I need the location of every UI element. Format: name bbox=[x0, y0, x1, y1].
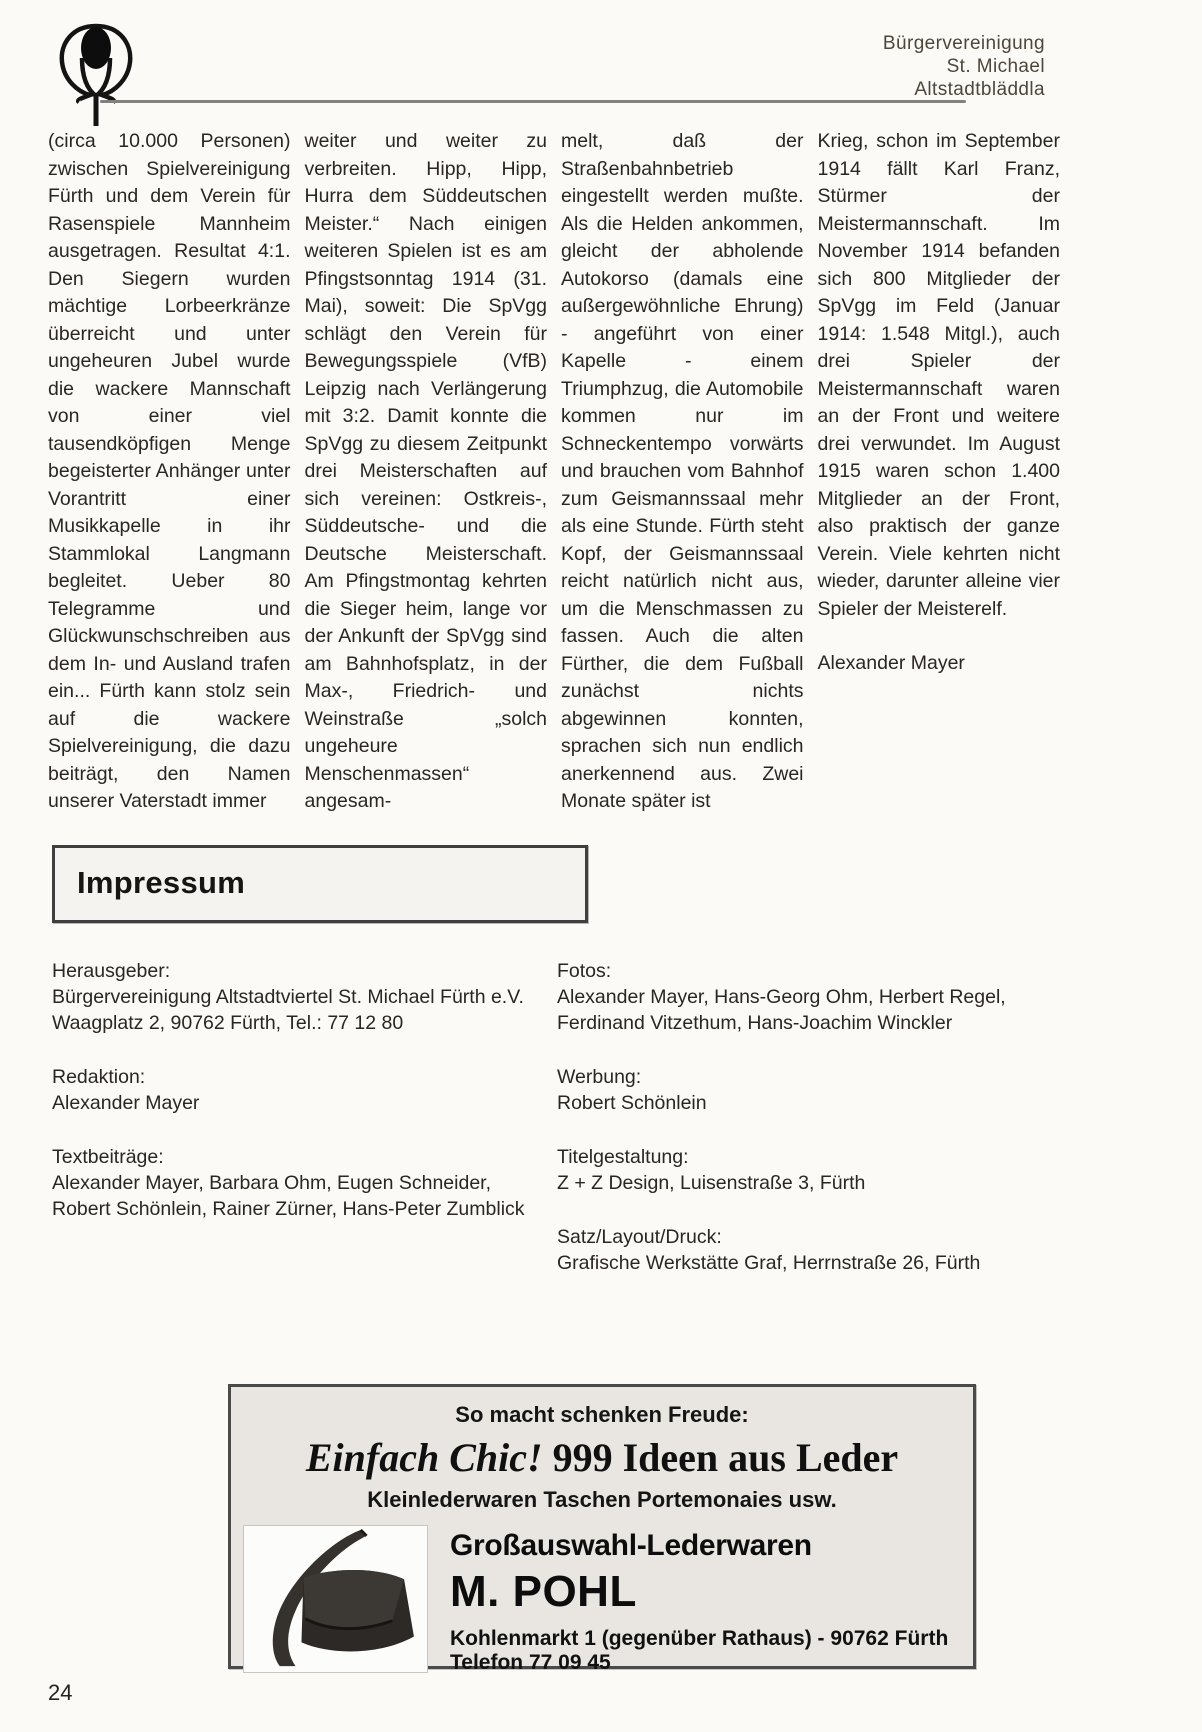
impressum-label: Redaktion: bbox=[52, 1066, 146, 1088]
impressum-entry-herausgeber bbox=[52, 958, 557, 1036]
impressum-value: Robert Schönlein bbox=[557, 1092, 707, 1114]
ad-headline-rest: 999 Ideen aus Leder bbox=[542, 1435, 899, 1480]
impressum-label: Textbeiträge: bbox=[52, 1146, 164, 1168]
impressum-label: Satz/Layout/Druck: bbox=[557, 1226, 722, 1248]
header-rule bbox=[100, 100, 966, 103]
masthead-org-name: Bürgervereinigung bbox=[882, 33, 1045, 54]
impressum-value: Alexander Mayer, Hans-Georg Ohm, Herbert Regel, bbox=[557, 986, 1006, 1008]
impressum-value: Alexander Mayer, Barbara Ohm, Eugen Schneider, bbox=[52, 1172, 491, 1194]
impressum-label: Titelgestaltung: bbox=[557, 1146, 689, 1168]
impressum-entry-redaktion bbox=[52, 1064, 557, 1116]
impressum-label: Werbung: bbox=[557, 1066, 642, 1088]
impressum-entry-werbung bbox=[557, 1064, 1060, 1116]
impressum-value: Alexander Mayer bbox=[52, 1092, 200, 1114]
leather-bag-photo bbox=[243, 1525, 428, 1673]
ad-shop-name: M. POHL bbox=[450, 1567, 637, 1616]
impressum-left-column bbox=[52, 958, 557, 1304]
masthead-parish: St. Michael bbox=[946, 56, 1045, 77]
ad-shop-category: Großauswahl-Lederwaren bbox=[450, 1529, 812, 1562]
ad-bottom-row bbox=[243, 1525, 961, 1675]
ad-headline-italic: Einfach Chic! bbox=[305, 1435, 543, 1480]
impressum-value: Ferdinand Vitzethum, Hans-Joachim Winckler bbox=[557, 1012, 953, 1034]
article-byline: Alexander Mayer bbox=[817, 652, 965, 674]
ad-shop-phone: Telefon 77 09 45 bbox=[450, 1651, 611, 1674]
impressum-label: Fotos: bbox=[557, 960, 612, 982]
buergervereinigung-emblem-icon bbox=[52, 20, 140, 128]
ad-shop-address: Kohlenmarkt 1 (gegenüber Rathaus) - 90762 Fürth bbox=[450, 1627, 949, 1650]
article-column-4-text: Krieg, schon im September 1914 fällt Karl Franz, Stürmer der Meistermannschaft. Im November 1914 befanden sich 800 Mitglieder der SpVgg im Feld (Januar 1914: 1.548 Mitgl.), auch drei Spieler der Meistermannschaft waren an der Front und weitere drei verwundet. Im August 1915 waren schon 1.400 Mitglieder an der Front, also praktisch der ganze Verein. Viele kehrten nicht wieder, darunter alleine vier Spieler der Meisterelf. bbox=[817, 130, 1060, 620]
impressum-value: Robert Schönlein, Rainer Zürner, Hans-Peter Zumblick bbox=[52, 1198, 525, 1220]
masthead-publication-title: Altstadtbläddla bbox=[914, 79, 1045, 100]
impressum-heading-box bbox=[52, 845, 588, 923]
article-column-4 bbox=[818, 128, 1061, 816]
impressum-details bbox=[52, 958, 1060, 1304]
impressum-value: Bürgervereinigung Altstadtviertel St. Michael Fürth e.V. bbox=[52, 986, 524, 1008]
impressum-title: Impressum bbox=[77, 865, 246, 900]
impressum-label: Herausgeber: bbox=[52, 960, 171, 982]
masthead bbox=[883, 32, 1045, 101]
ad-shop-block bbox=[450, 1525, 948, 1675]
ad-tagline: So macht schenken Freude: bbox=[455, 1402, 749, 1427]
article-column-2: weiter und weiter zu verbreiten. Hipp, Hipp, Hurra dem Süddeutschen Meister.“ Nach einigen weiteren Spielen ist es am Pfingstsonntag 1914 (31. Mai), soweit: Die SpVgg schlägt den Verein für Bewegungsspiele (VfB) Leipzig nach Verlängerung mit 3:2. Damit konnte die SpVgg zu diesem Zeitpunkt drei Meisterschaften auf sich vereinen: Ostkreis-, Süddeutsche- und die Deutsche Meisterschaft. Am Pfingstmontag kehrten die Sieger heim, lange vor der Ankunft der SpVgg sind am Bahnhofsplatz, in der Max-, Friedrich- und Weinstraße „solch ungeheure Menschenmassen“ angesam- bbox=[304, 130, 547, 812]
article-columns bbox=[48, 128, 1060, 816]
leather-shop-advertisement bbox=[228, 1384, 976, 1674]
impressum-value: Grafische Werkstätte Graf, Herrnstraße 26, Fürth bbox=[557, 1252, 981, 1274]
impressum-entry-fotos bbox=[557, 958, 1060, 1036]
article-column-3: melt, daß der Straßenbahnbetrieb eingestellt werden mußte. Als die Helden ankommen, gleicht der abholende Autokorso (damals eine außergewöhnliche Ehrung) - angeführt von einer Kapelle - einem Triumphzug, die Automobile kommen nur im Schneckentempo vorwärts und brauchen vom Bahnhof zum Geismannssaal mehr als eine Stunde. Fürth steht Kopf, der Geismannssaal reicht natürlich nicht aus, um die Menschmassen zu fassen. Auch die alten Fürther, die dem Fußball zunächst nichts abgewinnen konnten, sprachen sich nun endlich anerkennend aus. Zwei Monate später ist bbox=[561, 130, 804, 812]
impressum-entry-titelgestaltung bbox=[557, 1144, 1060, 1196]
ad-subline: Kleinlederwaren Taschen Portemonaies usw. bbox=[367, 1487, 837, 1512]
impressum-entry-textbeitraege bbox=[52, 1144, 557, 1222]
article-column-1: (circa 10.000 Personen) zwischen Spielvereinigung Fürth und dem Verein für Rasenspiele Mannheim ausgetragen. Resultat 4:1. Den Siegern wurden mächtige Lorbeerkränze überreicht und unter ungeheuren Jubel wurde die wackere Mannschaft von einer viel tausendköpfigen Menge begeisterter Anhänger unter Vorantritt einer Musikkapelle in ihr Stammlokal Langmann begleitet. Ueber 80 Telegramme und Glückwunschschreiben aus dem In- und Ausland trafen ein... Fürth kann stolz sein auf die wackere Spielvereinigung, die dazu beiträgt, den Namen unserer Vaterstadt immer bbox=[48, 130, 291, 812]
impressum-value: Z + Z Design, Luisenstraße 3, Fürth bbox=[557, 1172, 866, 1194]
impressum-right-column bbox=[557, 958, 1060, 1304]
page-number: 24 bbox=[48, 1680, 73, 1705]
impressum-value: Waagplatz 2, 90762 Fürth, Tel.: 77 12 80 bbox=[52, 1012, 404, 1034]
ad-headline bbox=[231, 1434, 973, 1481]
impressum-entry-satz-layout-druck bbox=[557, 1224, 1060, 1276]
